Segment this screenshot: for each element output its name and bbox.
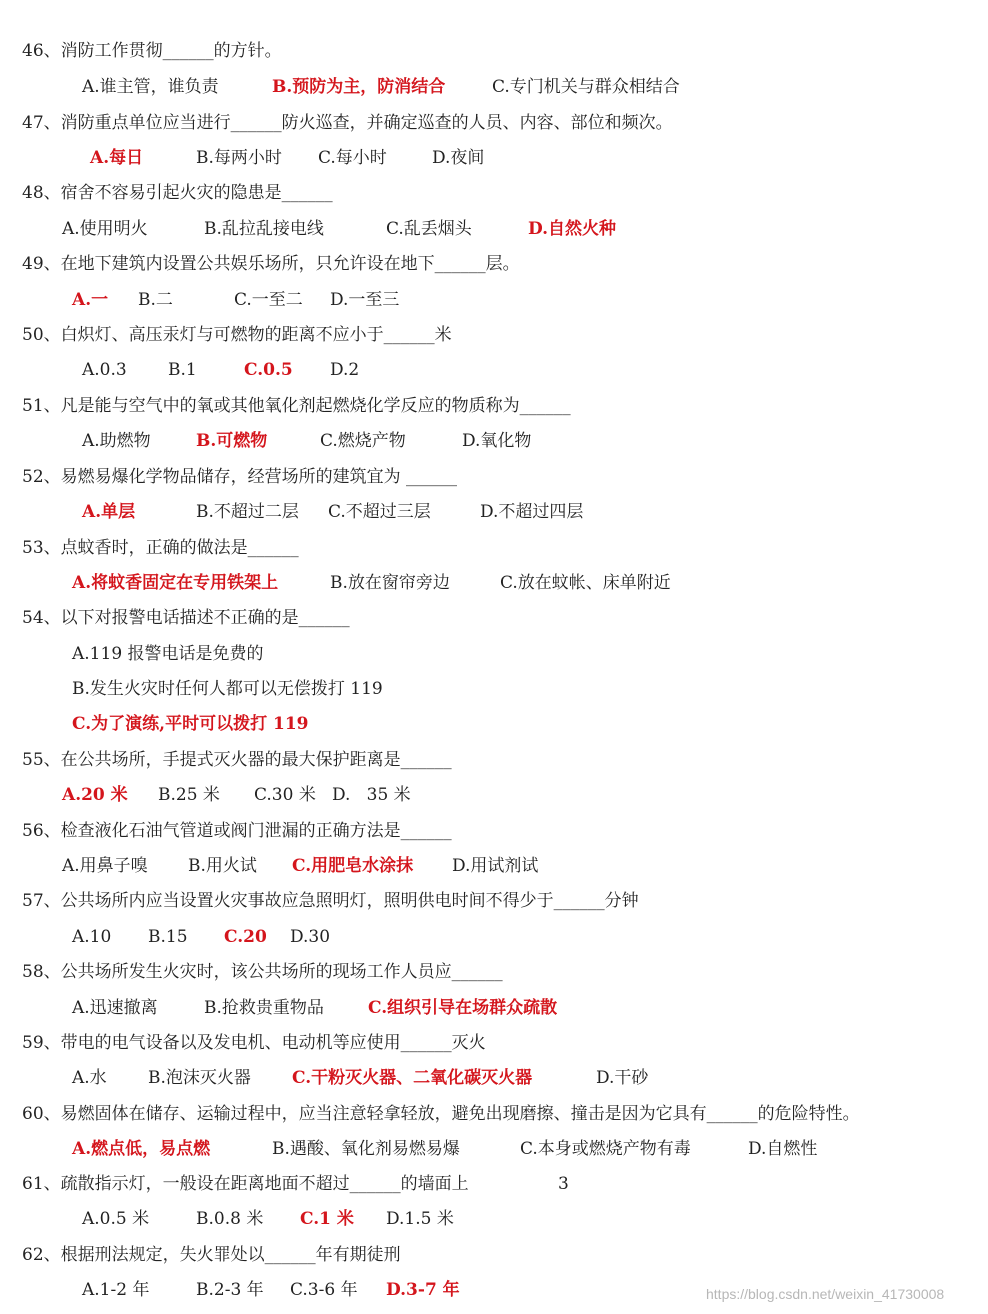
option-59-b: B.泡沫灭火器 [148, 1068, 251, 1088]
option-60-d: D.自燃性 [748, 1139, 818, 1159]
option-47-c: C.每小时 [318, 148, 387, 168]
option-53-b: B.放在窗帘旁边 [330, 573, 450, 593]
option-61-a: A.0.5 米 [82, 1209, 150, 1229]
option-51-a: A.助燃物 [82, 431, 151, 451]
question-53: 53、点蚊香时，正确的做法是______ [22, 538, 299, 558]
option-56-b: B.用火试 [188, 856, 257, 876]
option-48-b: B.乱拉乱接电线 [204, 219, 324, 239]
option-54-c-answer: C.为了演练,平时可以拨打 119 [72, 714, 309, 734]
option-51-d: D.氧化物 [462, 431, 532, 451]
option-61-d: D.1.5 米 [386, 1209, 454, 1229]
option-49-a-answer: A.一 [72, 290, 109, 310]
question-61: 61、疏散指示灯，一般设在距离地面不超过______的墙面上 [22, 1174, 469, 1194]
question-50: 50、白炽灯、高压汞灯与可燃物的距离不应小于______米 [22, 325, 452, 345]
option-57-c-answer: C.20 [224, 927, 267, 947]
option-54-b: B.发生火灾时任何人都可以无偿拨打 119 [72, 679, 383, 699]
option-50-c-answer: C.0.5 [244, 360, 293, 380]
option-50-b: B.1 [168, 360, 197, 380]
option-47-b: B.每两小时 [196, 148, 282, 168]
option-62-b: B.2-3 年 [196, 1280, 264, 1300]
option-60-a-answer: A.燃点低，易点燃 [72, 1139, 211, 1159]
option-62-d-answer: D.3-7 年 [386, 1280, 460, 1300]
option-55-a-answer: A.20 米 [62, 785, 128, 805]
option-54-a: A.119 报警电话是免费的 [72, 644, 264, 664]
option-46-b-answer: B.预防为主，防消结合 [272, 77, 446, 97]
question-55: 55、在公共场所，手提式灭火器的最大保护距离是______ [22, 750, 452, 770]
option-53-c: C.放在蚊帐、床单附近 [500, 573, 671, 593]
option-51-c: C.燃烧产物 [320, 431, 406, 451]
option-57-a: A.10 [72, 927, 112, 947]
option-58-a: A.迅速撤离 [72, 998, 158, 1018]
question-51: 51、凡是能与空气中的氧或其他氧化剂起燃烧化学反应的物质称为______ [22, 396, 571, 416]
option-46-c: C.专门机关与群众相结合 [492, 77, 680, 97]
watermark: https://blog.csdn.net/weixin_41730008 [706, 1286, 945, 1302]
option-55-c: C.30 米 [254, 785, 316, 805]
question-60: 60、易燃固体在储存、运输过程中，应当注意轻拿轻放，避免出现磨擦、撞击是因为它具有______的危险特性。 [22, 1104, 860, 1124]
option-49-b: B.二 [138, 290, 173, 310]
question-57: 57、公共场所内应当设置火灾事故应急照明灯，照明供电时间不得少于______分钟 [22, 891, 639, 911]
option-59-c-answer: C.干粉灭火器、二氧化碳灭火器 [292, 1068, 533, 1088]
option-50-d: D.2 [330, 360, 360, 380]
option-56-a: A.用鼻子嗅 [62, 856, 148, 876]
question-54: 54、以下对报警电话描述不正确的是______ [22, 608, 350, 628]
option-60-b: B.遇酸、氧化剂易燃易爆 [272, 1139, 460, 1159]
option-47-a-answer: A.每日 [90, 148, 144, 168]
question-49: 49、在地下建筑内设置公共娱乐场所，只允许设在地下______层。 [22, 254, 520, 274]
option-61-c-answer: C.1 米 [300, 1209, 354, 1229]
question-48: 48、宿舍不容易引起火灾的隐患是______ [22, 183, 333, 203]
question-62: 62、根据刑法规定，失火罪处以______年有期徒刑 [22, 1245, 401, 1265]
option-60-c: C.本身或燃烧产物有毒 [520, 1139, 691, 1159]
option-55-b: B.25 米 [158, 785, 220, 805]
option-62-a: A.1-2 年 [82, 1280, 150, 1300]
option-62-c: C.3-6 年 [290, 1280, 358, 1300]
option-58-b: B.抢救贵重物品 [204, 998, 324, 1018]
option-46-a: A.谁主管，谁负责 [82, 77, 219, 97]
option-47-d: D.夜间 [432, 148, 485, 168]
option-48-c: C.乱丢烟头 [386, 219, 472, 239]
option-50-a: A.0.3 [82, 360, 127, 380]
option-56-c-answer: C.用肥皂水涂抹 [292, 856, 414, 876]
question-56: 56、检查液化石油气管道或阀门泄漏的正确方法是______ [22, 821, 452, 841]
question-58: 58、公共场所发生火灾时，该公共场所的现场工作人员应______ [22, 962, 503, 982]
question-52: 52、易燃易爆化学物品储存，经营场所的建筑宜为 ______ [22, 467, 458, 487]
option-56-d: D.用试剂试 [452, 856, 539, 876]
option-57-b: B.15 [148, 927, 188, 947]
option-49-d: D.一至三 [330, 290, 400, 310]
option-53-a-answer: A.将蚊香固定在专用铁架上 [72, 573, 279, 593]
option-52-c: C.不超过三层 [328, 502, 431, 522]
option-51-b-answer: B.可燃物 [196, 431, 268, 451]
question-47: 47、消防重点单位应当进行______防火巡查，并确定巡查的人员、内容、部位和频次。 [22, 113, 673, 133]
question-46: 46、消防工作贯彻______的方针。 [22, 41, 282, 61]
option-49-c: C.一至二 [234, 290, 303, 310]
option-55-d: D. 35 米 [332, 785, 411, 805]
option-52-b: B.不超过二层 [196, 502, 299, 522]
option-57-d: D.30 [290, 927, 331, 947]
option-48-a: A.使用明火 [62, 219, 148, 239]
question-59: 59、带电的电气设备以及发电机、电动机等应使用______灭火 [22, 1033, 486, 1053]
option-59-a: A.水 [72, 1068, 107, 1088]
option-58-c-answer: C.组织引导在场群众疏散 [368, 998, 558, 1018]
option-52-d: D.不超过四层 [480, 502, 584, 522]
option-59-d: D.干砂 [596, 1068, 649, 1088]
option-61-b: B.0.8 米 [196, 1209, 264, 1229]
option-52-a-answer: A.单层 [82, 502, 136, 522]
stray-number-mark: 3 [558, 1174, 569, 1194]
option-48-d-answer: D.自然火种 [528, 219, 617, 239]
